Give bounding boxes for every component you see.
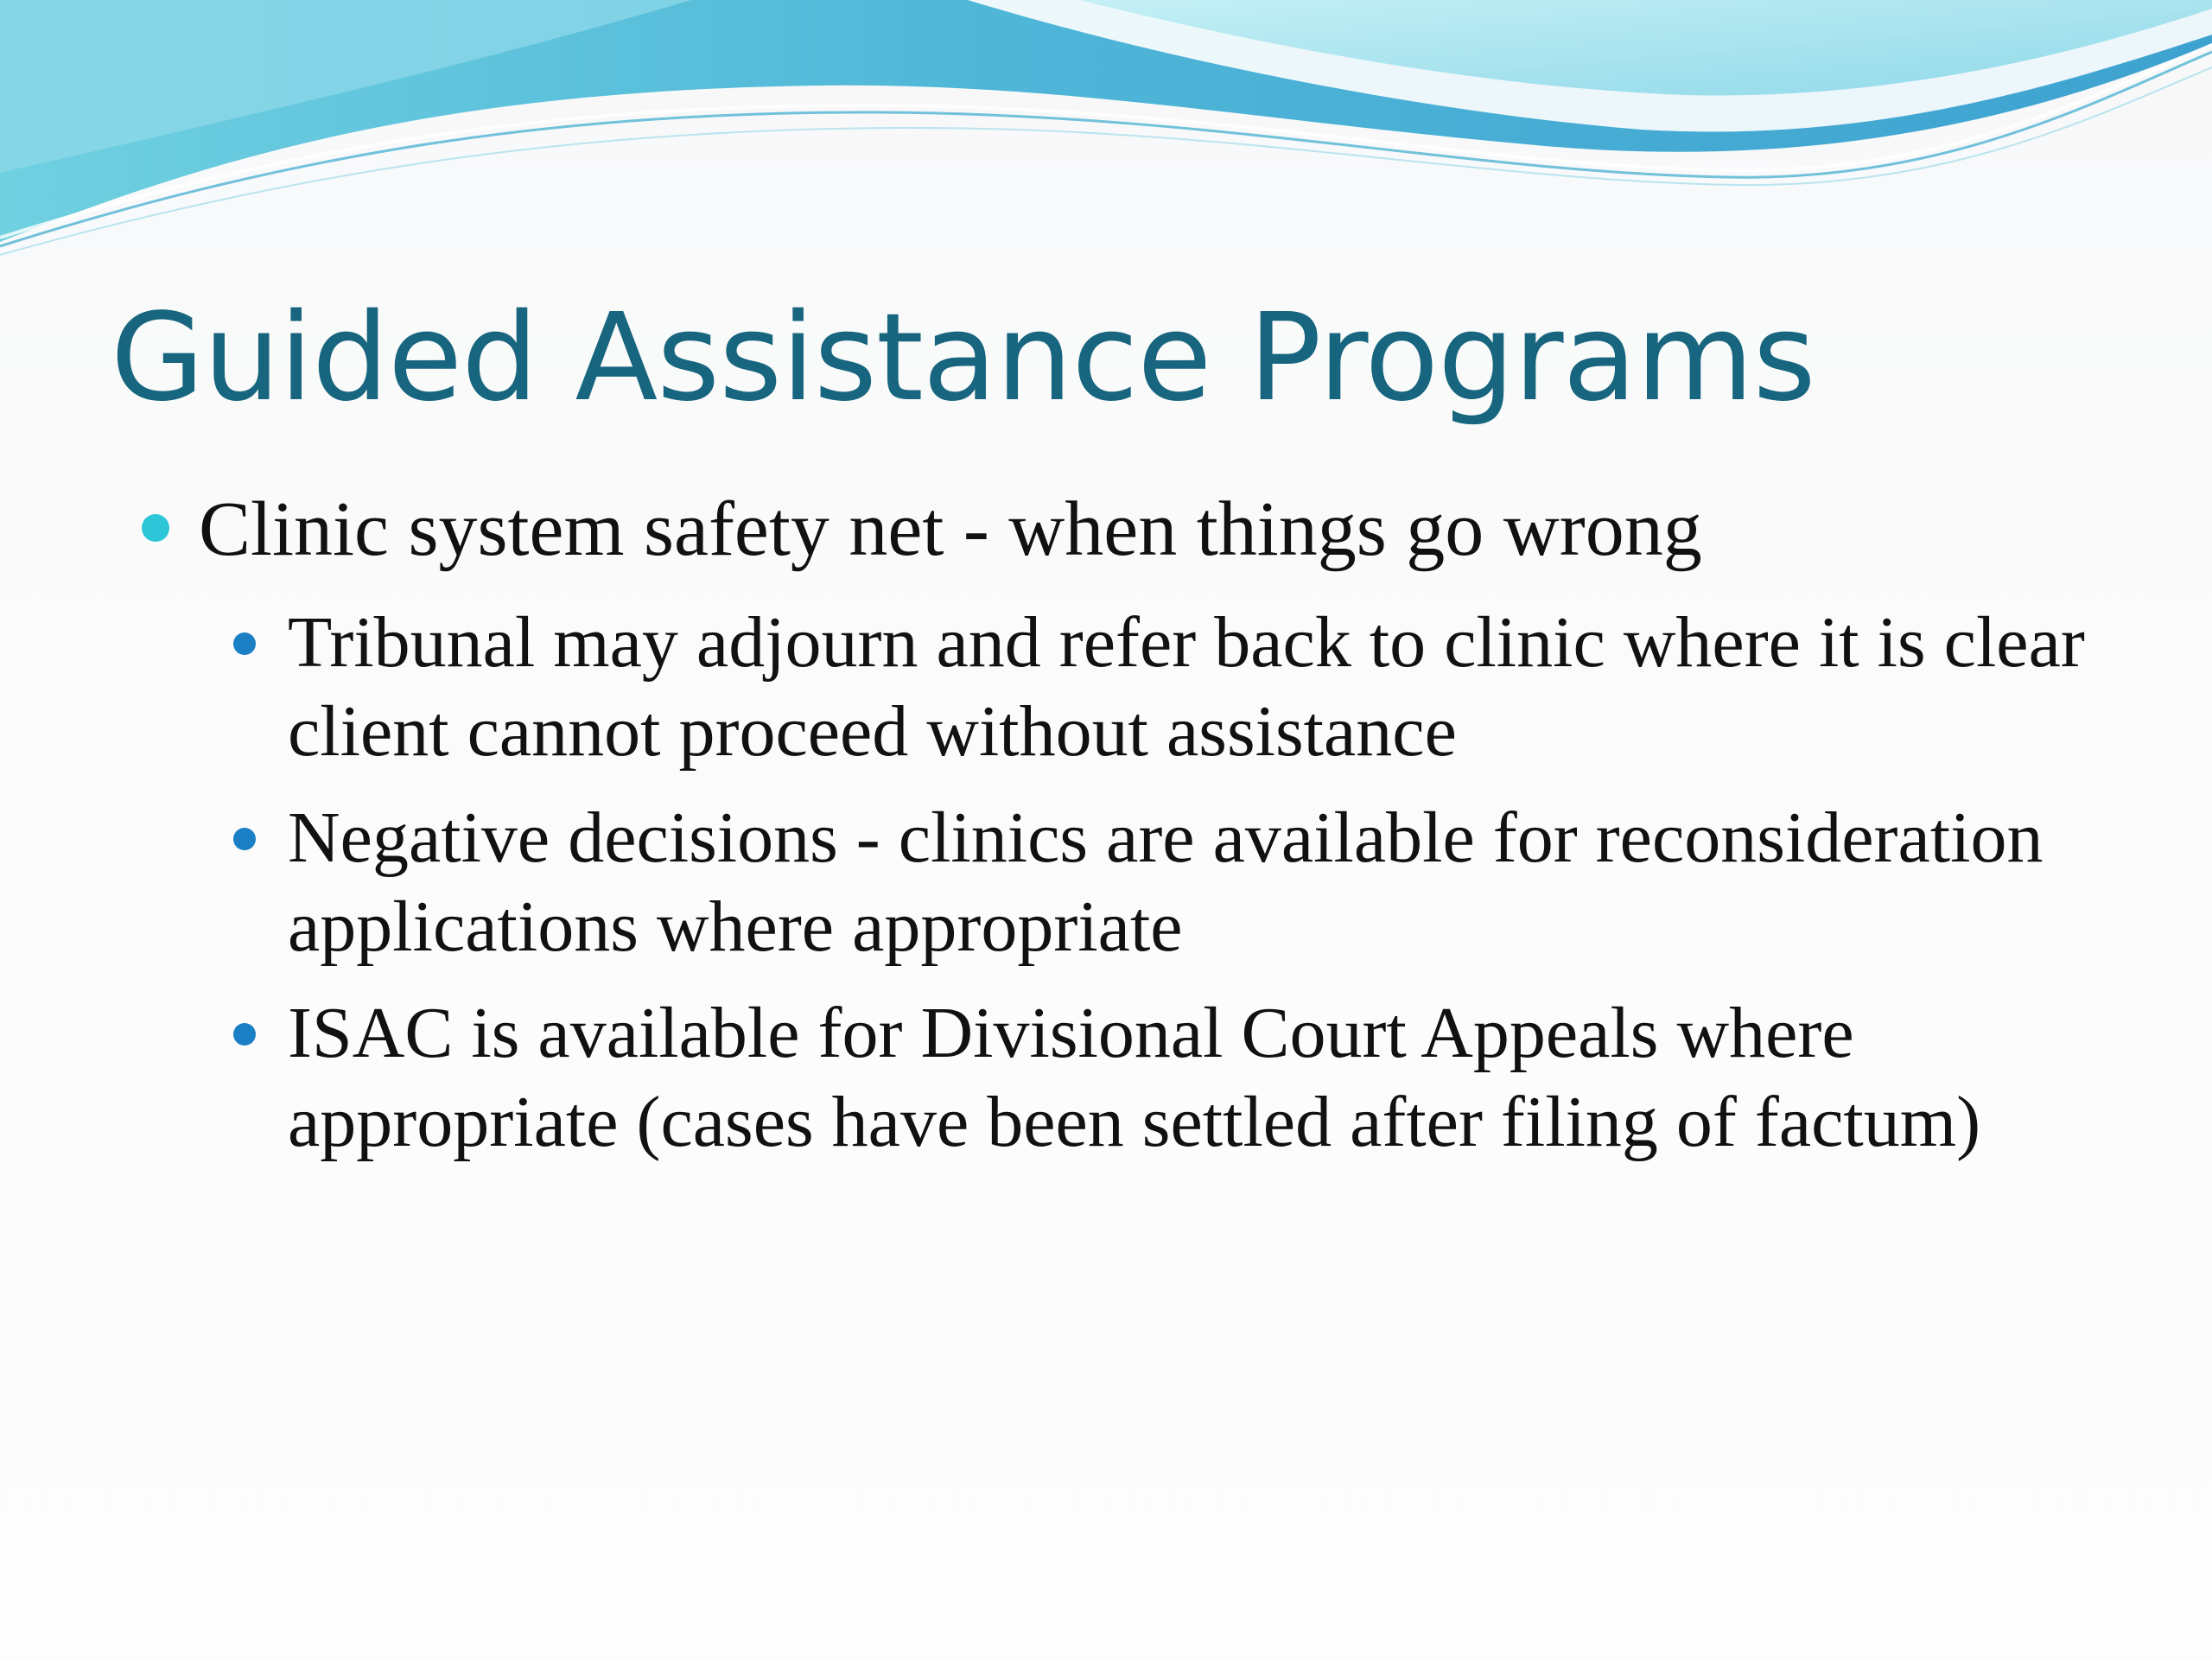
bullet-item: [199, 471, 2143, 588]
slide-title: Guided Assistance Programs: [111, 288, 1815, 429]
bullet-dot-icon: [233, 1023, 256, 1046]
sub-bullet-text: Negative decisions - clinics are available for reconsideration applications where appropriate: [288, 798, 2044, 967]
bullet-list: [0, 471, 2212, 1184]
bullet-dot-icon: [233, 828, 256, 850]
sub-bullet-text: ISAC is available for Divisional Court Appeals where appropriate (cases have been settled after filing of factum): [288, 993, 1981, 1162]
bullet-dot-icon: [142, 514, 169, 542]
wave-decoration: [0, 0, 2212, 276]
bullet-dot-icon: [233, 632, 256, 655]
sub-bullet-item: [288, 988, 2120, 1166]
sub-bullet-item: [288, 793, 2120, 971]
sub-bullet-text: Tribunal may adjourn and refer back to clinic where it is clear client cannot proceed without assistance: [288, 602, 2085, 772]
bullet-text: Clinic system safety net - when things go wrong: [199, 486, 1702, 572]
sub-bullet-item: [288, 598, 2120, 776]
